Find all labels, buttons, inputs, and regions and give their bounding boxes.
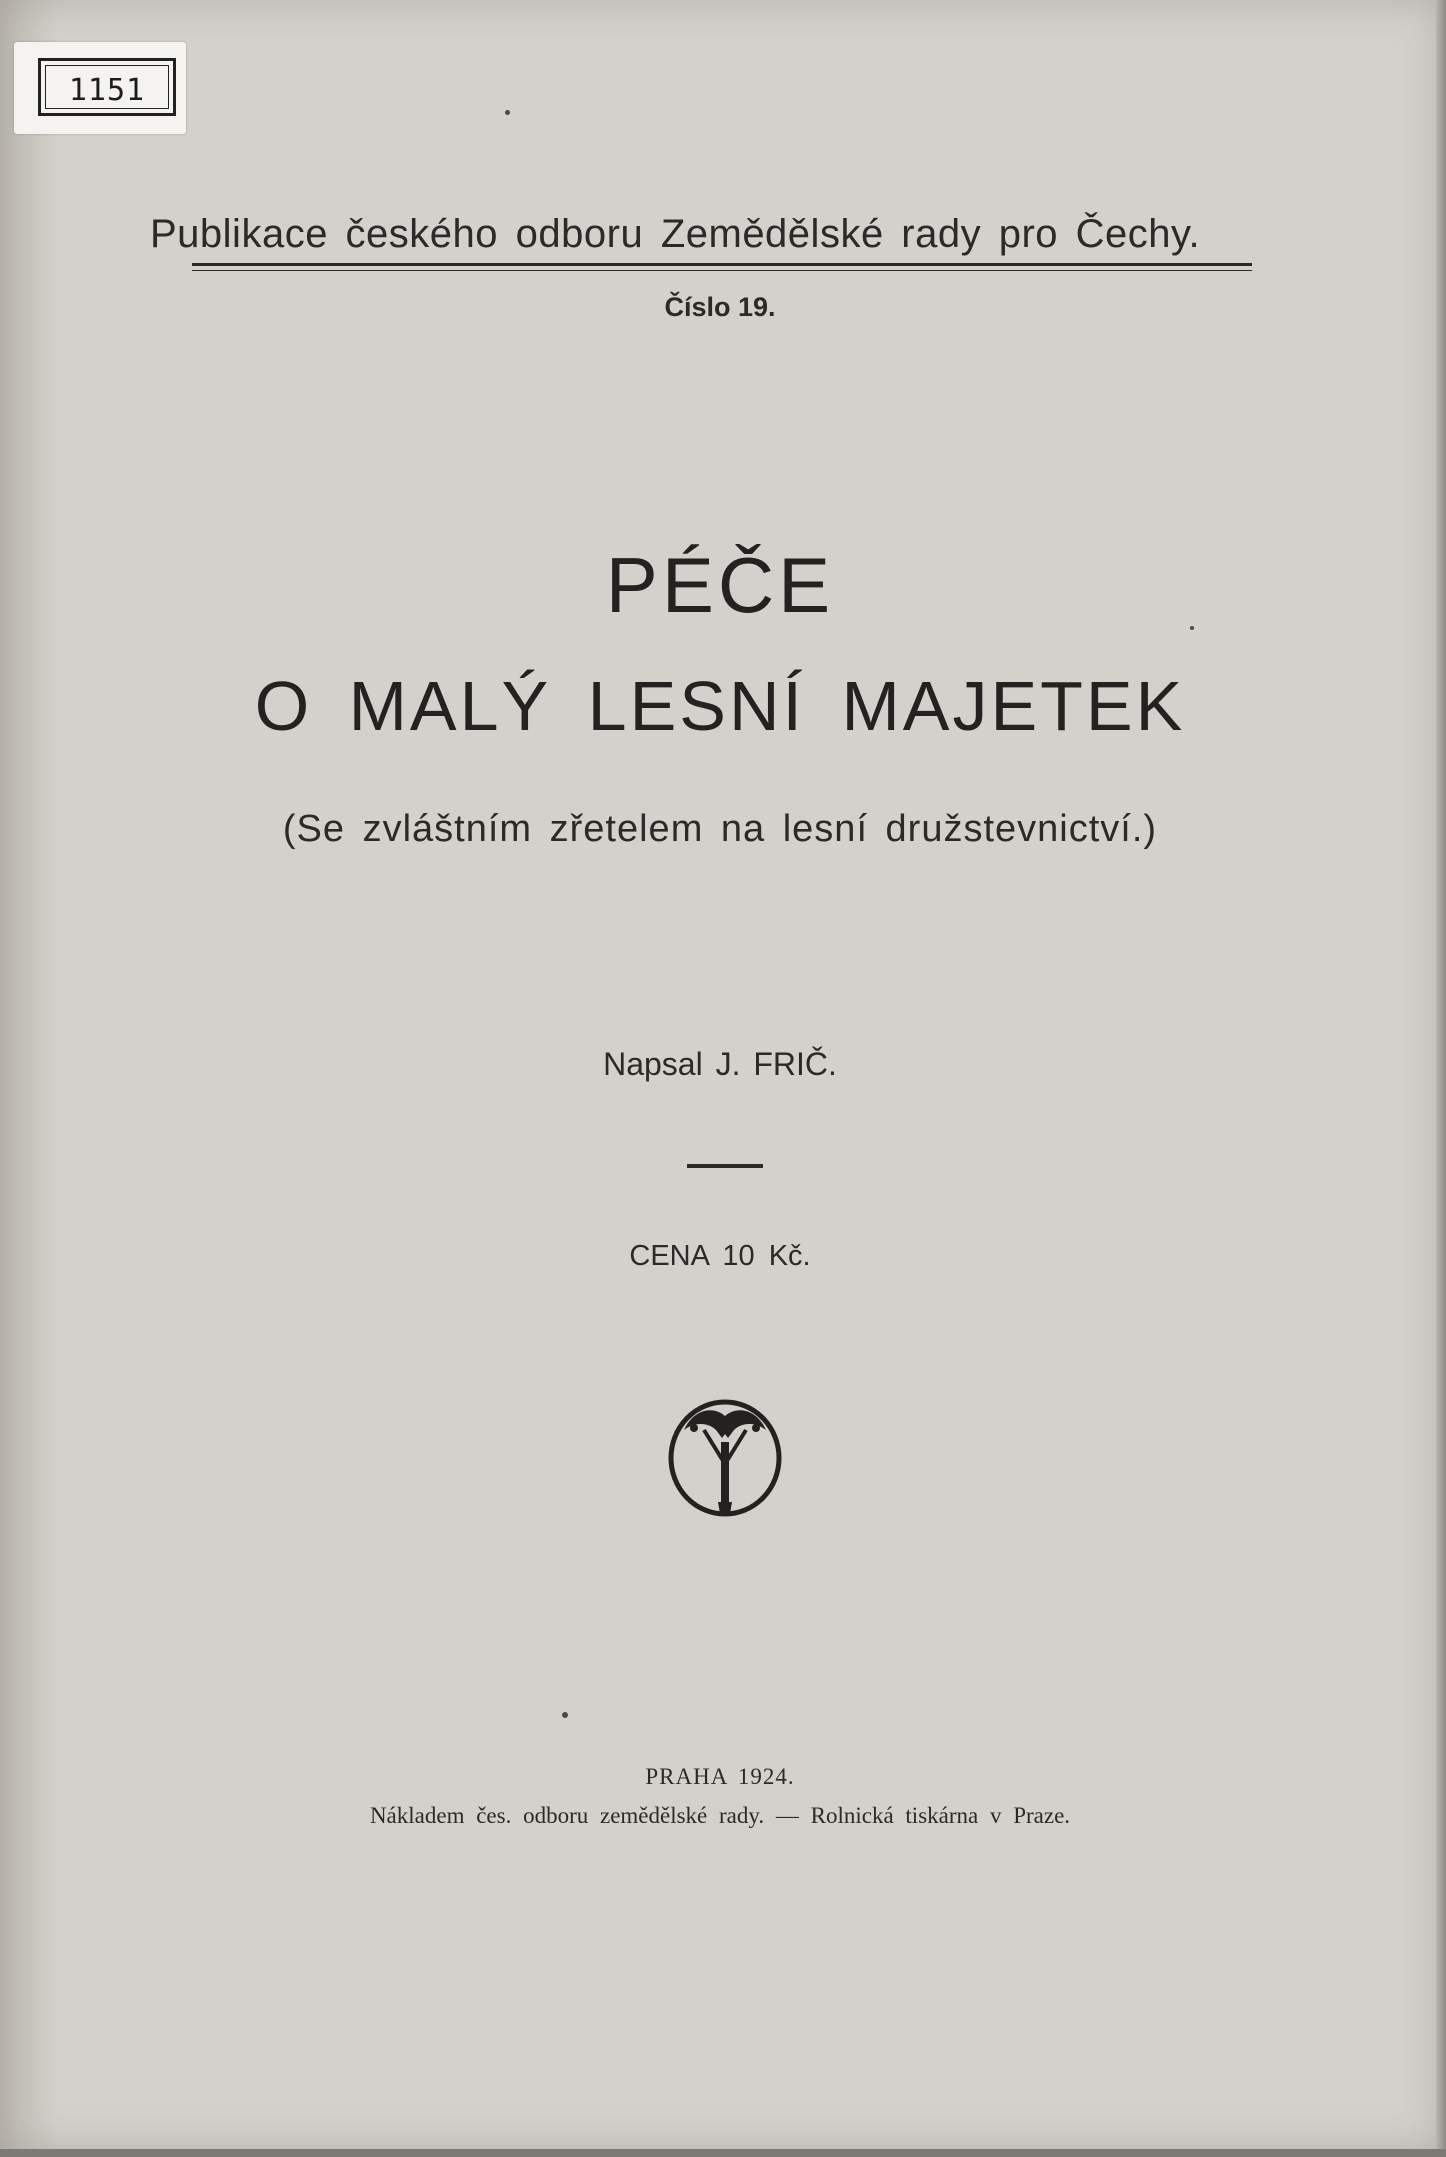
paper-speck — [505, 110, 510, 115]
issue-number: Číslo 19. — [664, 292, 776, 322]
subtitle: (Se zvláštním zřetelem na lesní družstevnictví.) — [282, 808, 1158, 850]
price-line: CENA 10 Kč. — [629, 1240, 811, 1272]
series-underline — [192, 263, 1252, 271]
printer-line: Nákladem čes. odboru zemědělské rady. — Rolnická tiskárna v Praze. — [369, 1803, 1071, 1828]
divider-rule — [687, 1164, 763, 1168]
catalog-number: 1151 — [68, 73, 146, 108]
page-edge-right — [1436, 0, 1446, 2157]
paper-speck — [562, 1712, 568, 1718]
author-line: Napsal J. FRIČ. — [603, 1046, 837, 1082]
catalog-label-frame — [38, 58, 176, 116]
publisher-emblem-icon — [664, 1394, 786, 1518]
series-line: Publikace českého odboru Zemědělské rady pro Čechy. — [150, 212, 1201, 256]
title-line-2: O MALÝ LESNÍ MAJETEK — [254, 667, 1186, 745]
page-edge-bottom — [0, 2149, 1446, 2157]
title-line-1: PÉČE — [605, 541, 835, 629]
paper-speck — [1190, 626, 1194, 630]
city-year: PRAHA 1924. — [645, 1764, 795, 1789]
catalog-label — [14, 42, 186, 134]
